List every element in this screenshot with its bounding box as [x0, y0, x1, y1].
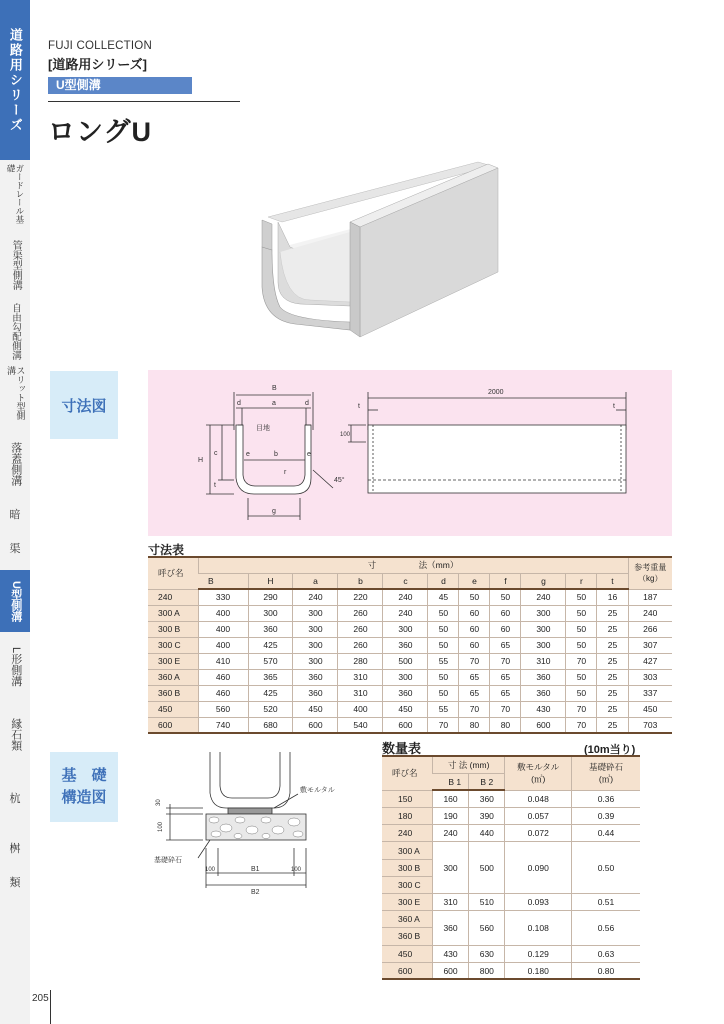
angle-label: 45° — [334, 477, 345, 484]
table-row — [382, 842, 640, 859]
table-cell: 500 — [383, 653, 428, 669]
qty-row-name: 240 — [382, 825, 432, 842]
sidebar-item-an[interactable] — [0, 500, 30, 532]
sidebar-item-label: 暗 — [9, 509, 21, 522]
table-cell: 310 — [521, 653, 566, 669]
sidebar-item-masu[interactable] — [0, 834, 30, 866]
dims-drawing — [148, 370, 672, 536]
dims-table — [148, 556, 672, 734]
sidebar-item-slit[interactable] — [0, 366, 30, 428]
table-cell: 50 — [566, 589, 597, 605]
qty-table — [382, 755, 640, 980]
side-100-label: 100 — [340, 432, 351, 438]
qty-cell-b1: 190 — [432, 808, 468, 825]
dim-100-label: 100 — [158, 821, 164, 832]
dims-col-header: d — [428, 573, 459, 589]
dims-col-header: H — [248, 573, 293, 589]
dims-drawing-panel — [148, 370, 672, 536]
sidebar-item-rui[interactable] — [0, 868, 30, 900]
table-cell: 50 — [566, 685, 597, 701]
table-cell: 70 — [490, 653, 521, 669]
qty-cell-b2: 560 — [469, 911, 505, 945]
table-cell: 300 E — [148, 653, 198, 669]
dim-w100-left-label: 100 — [205, 867, 216, 873]
table-cell: 540 — [338, 717, 383, 733]
qty-row-name: 360 B — [382, 928, 432, 945]
sidebar-item-label: ガードレール基礎 — [6, 164, 25, 224]
category-badge: U型側溝 — [48, 77, 192, 94]
sidebar-item-free-slope[interactable] — [0, 300, 30, 362]
table-cell: 25 — [597, 717, 628, 733]
table-cell: 50 — [428, 685, 459, 701]
dims-col-header: e — [459, 573, 490, 589]
dims-col-header: t — [597, 573, 628, 589]
sidebar-item-label: 縁石類 — [9, 717, 22, 751]
table-cell: 425 — [248, 685, 293, 701]
table-cell: 400 — [198, 605, 248, 621]
qty-row-name: 450 — [382, 945, 432, 962]
table-cell: 410 — [198, 653, 248, 669]
sidebar-item-pipe[interactable] — [0, 234, 30, 296]
table-cell: 300 — [248, 605, 293, 621]
sidebar-item-label: 落蓋側溝 — [9, 442, 22, 486]
qty-cell-b2: 630 — [469, 945, 505, 962]
table-cell: 303 — [628, 669, 672, 685]
table-cell: 360 — [521, 685, 566, 701]
dim-H-label: H — [198, 457, 204, 464]
table-row — [148, 685, 672, 701]
table-cell: 425 — [248, 637, 293, 653]
sidebar-item-pile[interactable] — [0, 770, 30, 830]
table-row — [382, 894, 640, 911]
sidebar-active-tab[interactable] — [0, 0, 30, 160]
dims-col-header: c — [383, 573, 428, 589]
sidebar-active-label: 道路用シリーズ — [7, 27, 23, 133]
dim-g-label: g — [272, 508, 276, 515]
page-number: 205 — [32, 993, 49, 1004]
qty-row-name: 300 C — [382, 876, 432, 893]
dim-B2-label: B2 — [251, 889, 260, 896]
sidebar-item-label: 渠 — [9, 543, 21, 556]
table-row — [148, 701, 672, 717]
table-cell: 50 — [566, 669, 597, 685]
table-cell: 310 — [338, 669, 383, 685]
table-cell: 703 — [628, 717, 672, 733]
table-cell: 25 — [597, 669, 628, 685]
table-row — [148, 717, 672, 733]
qty-col-mortar-header: 敷モルタル (㎥) — [505, 756, 572, 790]
table-cell: 337 — [628, 685, 672, 701]
table-cell: 360 — [248, 621, 293, 637]
table-cell: 430 — [521, 701, 566, 717]
table-cell: 427 — [628, 653, 672, 669]
sidebar-item-label: 自由勾配側溝 — [9, 302, 21, 360]
qty-col-b1-header: B 1 — [432, 773, 468, 790]
table-cell: 400 — [338, 701, 383, 717]
dims-col-name-header: 呼び名 — [148, 557, 198, 589]
qty-cell-b1: 360 — [432, 911, 468, 945]
qty-row-name: 180 — [382, 808, 432, 825]
sidebar-item-label: 杭 — [9, 793, 21, 806]
sidebar-item-label: L形側溝 — [9, 647, 22, 687]
table-cell: 560 — [198, 701, 248, 717]
qty-cell-b1: 310 — [432, 894, 468, 911]
table-cell: 70 — [459, 653, 490, 669]
dim-t-label: t — [214, 482, 216, 489]
qty-cell-m: 0.072 — [505, 825, 572, 842]
table-cell: 80 — [490, 717, 521, 733]
table-cell: 300 — [521, 621, 566, 637]
qty-cell-m: 0.108 — [505, 911, 572, 945]
table-row — [382, 911, 640, 928]
gravel-label: 基礎砕石 — [154, 857, 182, 864]
qty-cell-b1: 300 — [432, 842, 468, 894]
qty-cell-b1: 240 — [432, 825, 468, 842]
table-cell: 300 B — [148, 621, 198, 637]
table-cell: 360 — [521, 669, 566, 685]
sidebar-item-label: U型側溝 — [9, 580, 22, 622]
dims-col-header: g — [521, 573, 566, 589]
table-cell: 300 — [293, 653, 338, 669]
foundation-drawing — [148, 748, 368, 898]
qty-cell-g: 0.80 — [571, 962, 640, 979]
table-row — [148, 605, 672, 621]
table-cell: 360 — [383, 685, 428, 701]
table-cell: 240 — [628, 605, 672, 621]
table-cell: 360 A — [148, 669, 198, 685]
table-cell: 50 — [428, 637, 459, 653]
qty-cell-b2: 500 — [469, 842, 505, 894]
dim-a-label: a — [272, 400, 276, 407]
qty-row-name: 150 — [382, 790, 432, 807]
table-cell: 25 — [597, 605, 628, 621]
table-cell: 70 — [490, 701, 521, 717]
dim-c-label: c — [214, 450, 218, 457]
sidebar-item-label: 管渠型側溝 — [10, 240, 22, 290]
table-cell: 300 A — [148, 605, 198, 621]
qty-col-dims-header: 寸 法 (mm) — [432, 756, 505, 773]
table-cell: 600 — [521, 717, 566, 733]
table-cell: 16 — [597, 589, 628, 605]
table-cell: 300 — [293, 637, 338, 653]
qty-cell-b2: 800 — [469, 962, 505, 979]
table-cell: 50 — [428, 621, 459, 637]
table-cell: 65 — [459, 669, 490, 685]
table-cell: 25 — [597, 685, 628, 701]
table-cell: 60 — [490, 621, 521, 637]
table-row — [148, 637, 672, 653]
qty-cell-g: 0.50 — [571, 842, 640, 894]
dim-B-label: B — [272, 385, 277, 392]
table-cell: 65 — [459, 685, 490, 701]
table-cell: 360 — [293, 685, 338, 701]
table-cell: 25 — [597, 637, 628, 653]
qty-table-note: (10m当り) — [584, 744, 636, 756]
dims-table-caption: 寸法表 — [148, 543, 185, 557]
sidebar-item-kyo[interactable] — [0, 534, 30, 566]
qty-cell-g: 0.51 — [571, 894, 640, 911]
sidebar-item-curb[interactable] — [0, 702, 30, 766]
table-cell: 740 — [198, 717, 248, 733]
table-row — [382, 825, 640, 842]
table-cell: 360 B — [148, 685, 198, 701]
table-cell: 25 — [597, 701, 628, 717]
table-cell: 80 — [459, 717, 490, 733]
sidebar-item-u-gutter[interactable] — [0, 570, 30, 632]
table-row — [148, 621, 672, 637]
side-t-left-label: t — [358, 403, 360, 410]
dim-r-label: r — [284, 469, 287, 476]
table-cell: 220 — [338, 589, 383, 605]
sidebar-item-guardrail[interactable] — [0, 164, 30, 230]
table-cell: 400 — [198, 637, 248, 653]
dim-e-left-label: e — [246, 451, 250, 458]
dim-e-right-label: e — [307, 451, 311, 458]
table-cell: 50 — [459, 589, 490, 605]
sidebar-item-label: 桝 — [9, 843, 21, 856]
table-cell: 300 — [521, 605, 566, 621]
qty-cell-b1: 600 — [432, 962, 468, 979]
table-cell: 50 — [566, 637, 597, 653]
table-cell: 60 — [459, 621, 490, 637]
qty-col-b2-header: B 2 — [469, 773, 505, 790]
qty-cell-m: 0.057 — [505, 808, 572, 825]
table-cell: 260 — [338, 605, 383, 621]
table-cell: 240 — [521, 589, 566, 605]
table-cell: 240 — [383, 589, 428, 605]
qty-cell-b2: 510 — [469, 894, 505, 911]
table-cell: 60 — [459, 605, 490, 621]
mortar-label: 敷モルタル — [300, 787, 335, 794]
table-cell: 300 — [293, 605, 338, 621]
table-cell: 70 — [566, 717, 597, 733]
sidebar-item-label: 類 — [9, 877, 21, 890]
table-cell: 70 — [566, 701, 597, 717]
qty-cell-m: 0.180 — [505, 962, 572, 979]
table-cell: 55 — [428, 701, 459, 717]
qty-cell-g: 0.39 — [571, 808, 640, 825]
table-cell: 25 — [597, 653, 628, 669]
table-cell: 300 — [293, 621, 338, 637]
table-cell: 307 — [628, 637, 672, 653]
table-cell: 50 — [566, 621, 597, 637]
table-cell: 187 — [628, 589, 672, 605]
table-cell: 330 — [198, 589, 248, 605]
table-cell: 600 — [148, 717, 198, 733]
table-cell: 300 — [521, 637, 566, 653]
joint-label: 目地 — [256, 425, 270, 432]
table-cell: 450 — [628, 701, 672, 717]
dims-col-header: a — [293, 573, 338, 589]
length-label: 2000 — [488, 389, 504, 396]
table-cell: 50 — [490, 589, 521, 605]
table-cell: 400 — [198, 621, 248, 637]
table-cell: 65 — [490, 637, 521, 653]
table-cell: 365 — [248, 669, 293, 685]
table-cell: 60 — [490, 605, 521, 621]
dims-col-header: f — [490, 573, 521, 589]
table-cell: 360 — [383, 637, 428, 653]
page-title: ロングU — [48, 117, 152, 147]
table-cell: 240 — [148, 589, 198, 605]
qty-col-name-header: 呼び名 — [382, 756, 432, 790]
qty-cell-b2: 360 — [469, 790, 505, 807]
qty-table-caption: 数量表 — [382, 741, 422, 756]
table-cell: 260 — [338, 621, 383, 637]
qty-cell-m: 0.090 — [505, 842, 572, 894]
table-cell: 55 — [428, 653, 459, 669]
table-row — [148, 589, 672, 605]
qty-cell-m: 0.093 — [505, 894, 572, 911]
table-cell: 280 — [338, 653, 383, 669]
qty-cell-g: 0.44 — [571, 825, 640, 842]
foundation-section-label: 基 礎 構造図 — [50, 752, 118, 822]
dims-col-header: b — [338, 573, 383, 589]
dims-section-label: 寸法図 — [50, 371, 118, 439]
page-divider — [50, 990, 51, 1024]
dim-d-right-label: d — [305, 400, 309, 407]
table-cell: 310 — [338, 685, 383, 701]
table-cell: 70 — [566, 653, 597, 669]
table-cell: 450 — [293, 701, 338, 717]
table-row — [382, 790, 640, 807]
dim-d-left-label: d — [237, 400, 241, 407]
qty-cell-g: 0.63 — [571, 945, 640, 962]
table-cell: 450 — [383, 701, 428, 717]
table-cell: 240 — [293, 589, 338, 605]
series-name: [道路用シリーズ] — [48, 57, 148, 72]
qty-cell-b1: 430 — [432, 945, 468, 962]
table-cell: 600 — [293, 717, 338, 733]
dims-col-dims-header: 寸 法（mm） — [198, 557, 628, 573]
table-cell: 50 — [428, 605, 459, 621]
table-cell: 680 — [248, 717, 293, 733]
table-cell: 65 — [490, 685, 521, 701]
dim-b-label: b — [274, 451, 278, 458]
table-cell: 260 — [338, 637, 383, 653]
qty-cell-g: 0.56 — [571, 911, 640, 945]
table-cell: 266 — [628, 621, 672, 637]
table-cell: 65 — [490, 669, 521, 685]
qty-cell-m: 0.129 — [505, 945, 572, 962]
sidebar-item-cover[interactable] — [0, 432, 30, 496]
table-cell: 460 — [198, 685, 248, 701]
table-row — [148, 653, 672, 669]
dims-col-header: B — [198, 573, 248, 589]
dim-30-label: 30 — [156, 799, 162, 806]
qty-col-gravel-header: 基礎砕石 (㎥) — [571, 756, 640, 790]
sidebar-item-l-gutter[interactable] — [0, 636, 30, 698]
qty-cell-b1: 160 — [432, 790, 468, 807]
qty-cell-g: 0.36 — [571, 790, 640, 807]
table-cell: 360 — [293, 669, 338, 685]
qty-row-name: 300 E — [382, 894, 432, 911]
dims-col-header: r — [566, 573, 597, 589]
table-cell: 70 — [428, 717, 459, 733]
qty-row-name: 300 B — [382, 859, 432, 876]
qty-cell-b2: 440 — [469, 825, 505, 842]
table-cell: 50 — [428, 669, 459, 685]
table-cell: 520 — [248, 701, 293, 717]
table-cell: 300 — [383, 621, 428, 637]
qty-row-name: 600 — [382, 962, 432, 979]
table-cell: 60 — [459, 637, 490, 653]
table-row — [382, 808, 640, 825]
table-cell: 450 — [148, 701, 198, 717]
table-cell: 45 — [428, 589, 459, 605]
qty-cell-m: 0.048 — [505, 790, 572, 807]
header-rule — [48, 101, 240, 102]
table-cell: 25 — [597, 621, 628, 637]
sidebar-item-label: スリット型側溝 — [6, 366, 26, 420]
table-cell: 570 — [248, 653, 293, 669]
table-cell: 290 — [248, 589, 293, 605]
dims-col-weight-header: 参考重量 （kg） — [628, 557, 672, 589]
qty-row-name: 300 A — [382, 842, 432, 859]
table-cell: 300 C — [148, 637, 198, 653]
side-t-right-label: t — [613, 403, 615, 410]
table-cell: 600 — [383, 717, 428, 733]
table-row — [382, 945, 640, 962]
table-cell: 70 — [459, 701, 490, 717]
qty-cell-b2: 390 — [469, 808, 505, 825]
table-cell: 240 — [383, 605, 428, 621]
table-row — [148, 669, 672, 685]
table-cell: 300 — [383, 669, 428, 685]
table-cell: 50 — [566, 605, 597, 621]
collection-name: FUJI COLLECTION — [48, 40, 152, 52]
dim-w100-right-label: 100 — [291, 867, 302, 873]
table-cell: 460 — [198, 669, 248, 685]
table-row — [382, 962, 640, 979]
dim-B1-label: B1 — [251, 866, 260, 873]
sidebar — [0, 0, 30, 1024]
qty-row-name: 360 A — [382, 911, 432, 928]
product-illustration — [250, 152, 510, 347]
